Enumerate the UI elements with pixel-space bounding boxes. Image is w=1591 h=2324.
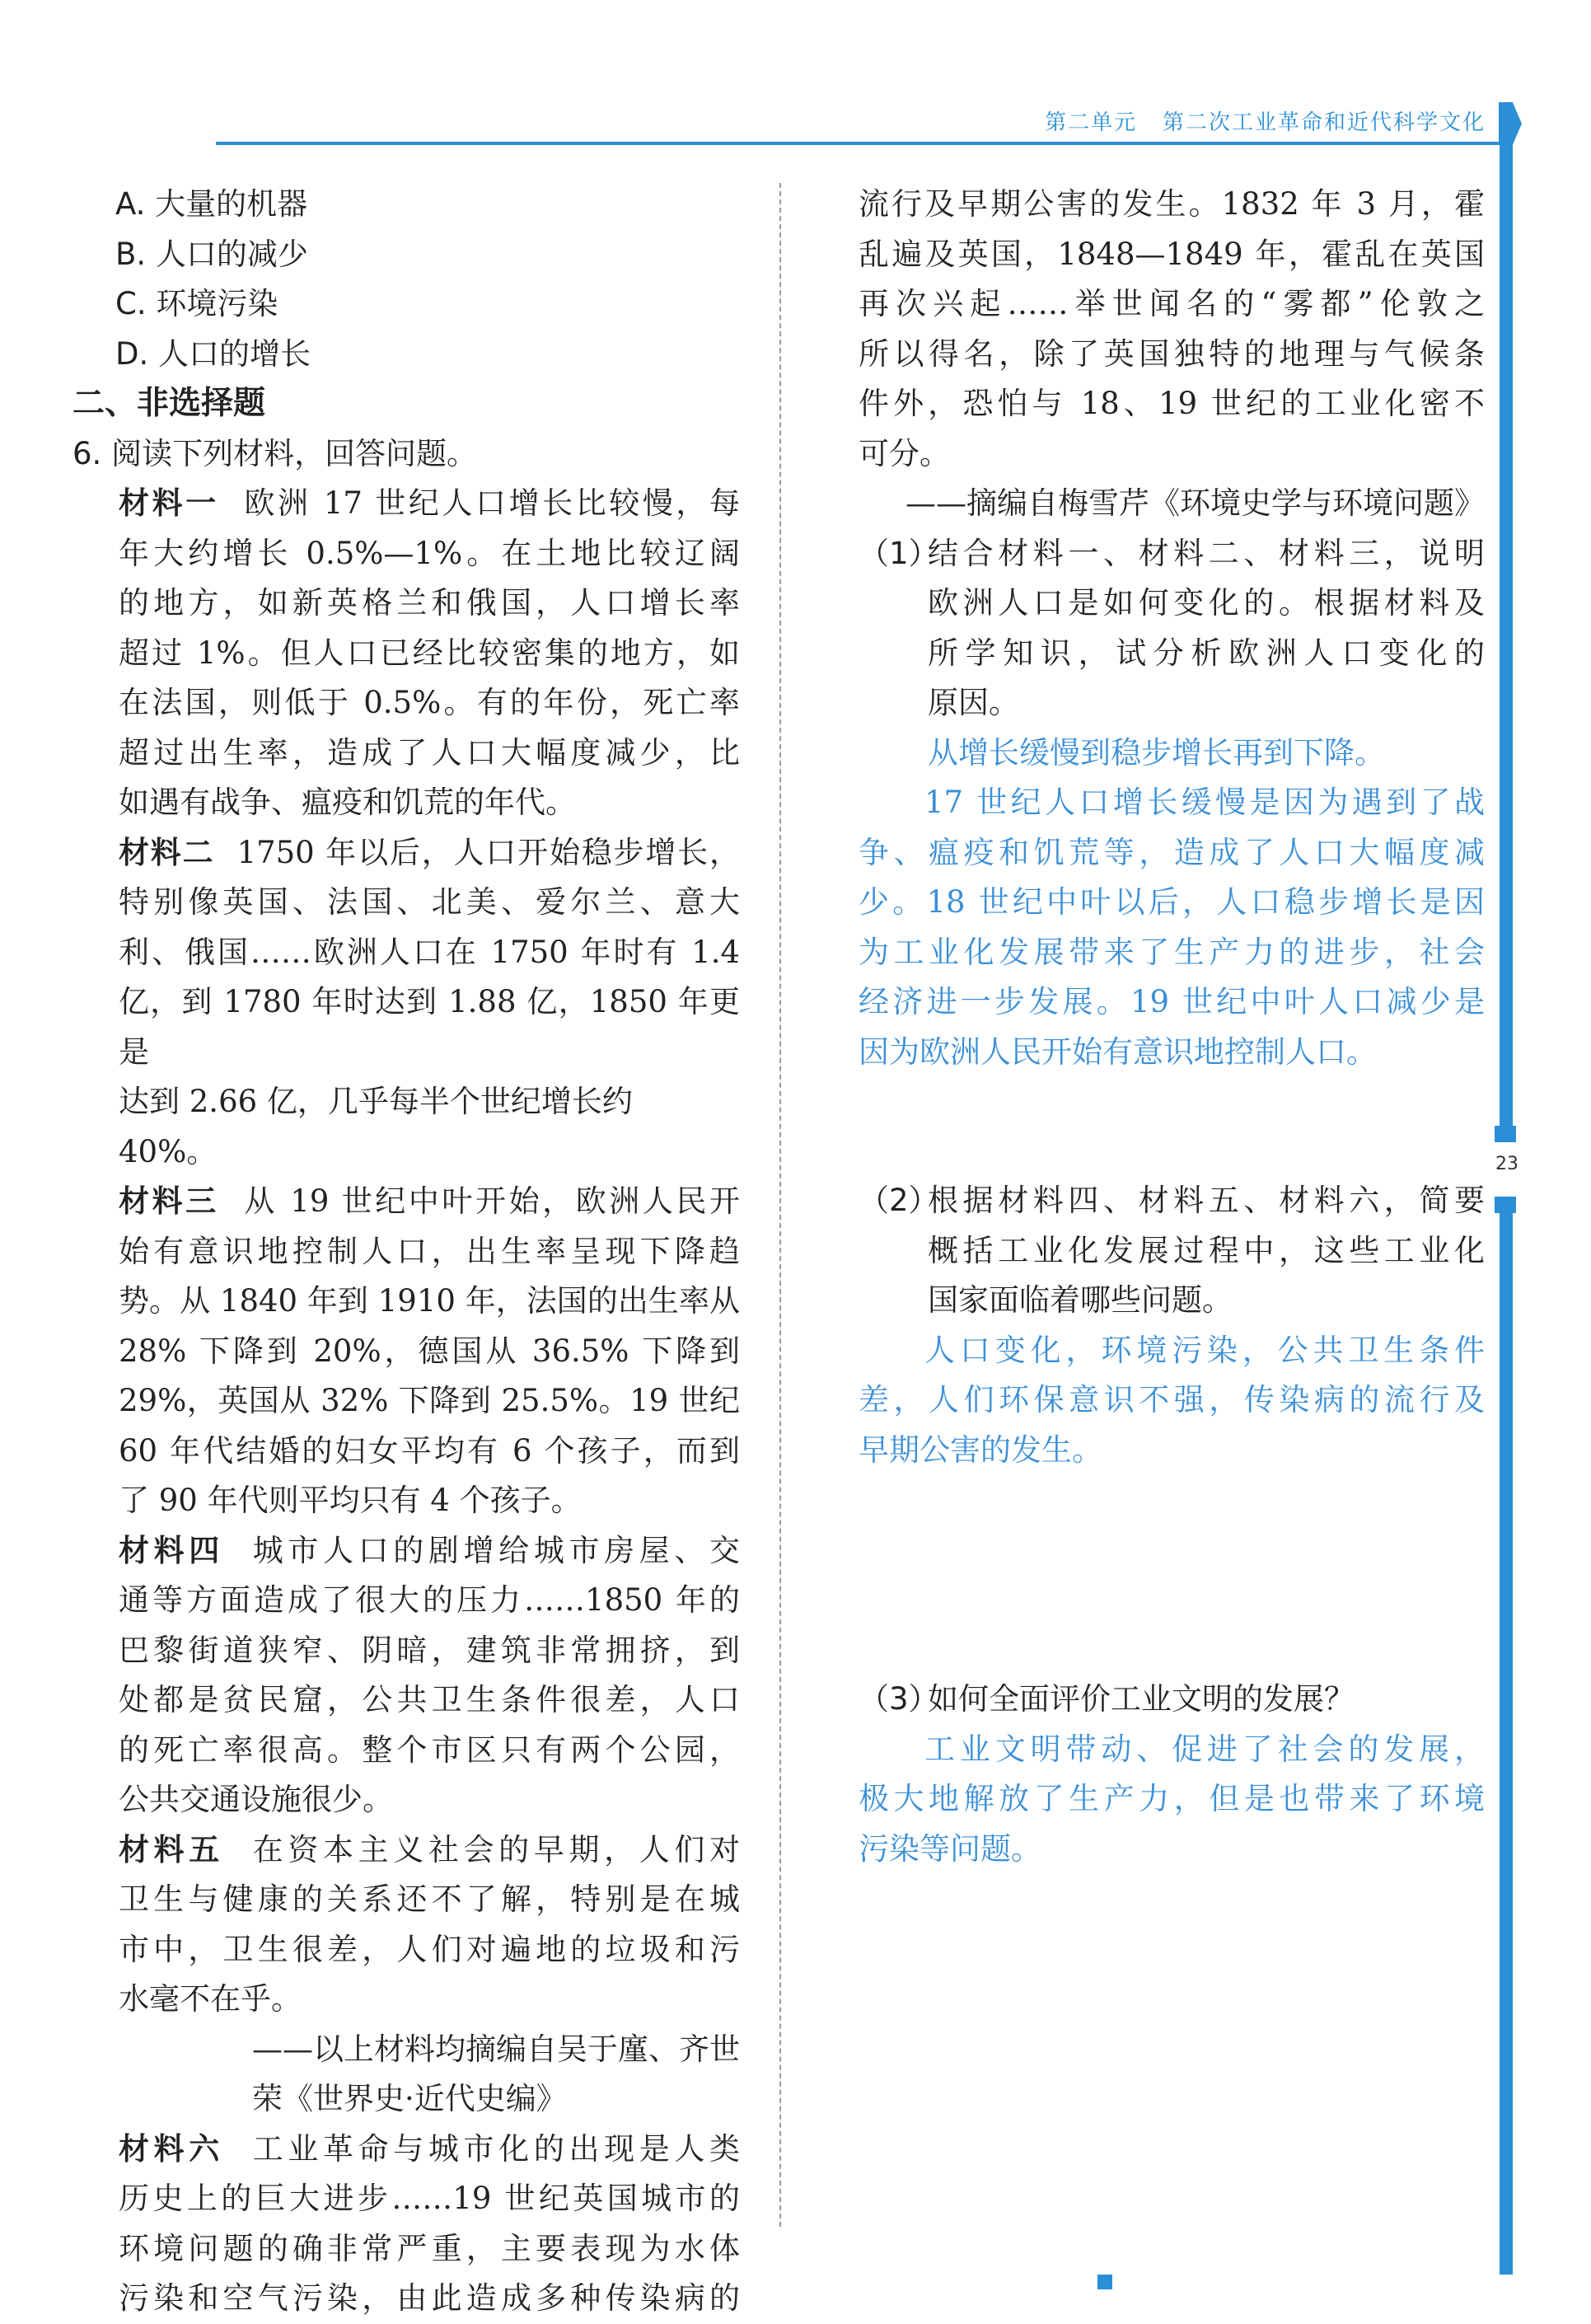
material-1-line: 如遇有战争、瘟疫和饥荒的年代。: [119, 785, 576, 820]
sub-question-3-number: （3）: [859, 1681, 939, 1717]
material-6-line: 工业革命与城市化的出现是人类: [252, 2130, 741, 2167]
material-3-line: 始有意识地控制人口，出生率呈现下降趋: [119, 1233, 740, 1269]
material-1-line: 超过出生率，造成了人口大幅度减少，比: [119, 734, 740, 771]
sub-question-1-line: 所学知识，试分析欧洲人口变化的: [928, 635, 1485, 671]
option-c: C. 环境污染: [115, 286, 278, 321]
material-5: [73, 1825, 740, 2025]
sub-question-2-line: 根据材料四、材料五、材料六，简要: [928, 1183, 1485, 1218]
material-3-line: 28% 下降到 20%，德国从 36.5% 下降到: [119, 1333, 740, 1369]
material-5-label: 材料五: [119, 1831, 224, 1867]
material-6-line: 环境问题的确非常严重，主要表现为水体: [119, 2230, 740, 2266]
material-2-line: 亿，到 1780 年时达到 1.88 亿，1850 年更是: [119, 984, 740, 1070]
source-line: 荣《世界史·近代史编》: [252, 2081, 567, 2116]
answer-2-line: 早期公害的发生。: [859, 1431, 1102, 1468]
option-a: A. 大量的机器: [115, 186, 308, 222]
answer-space-1: [859, 1077, 1485, 1176]
right-column: [859, 180, 1485, 1874]
material-1-line: 欧洲 17 世纪人口增长比较慢，每: [244, 485, 740, 521]
answer-3-line: 污染等问题。: [859, 1830, 1041, 1867]
header-tab-marker: [1499, 102, 1522, 145]
material-1: [73, 479, 740, 828]
material-6-line: 历史上的巨大进步……19 世纪英国城市的: [119, 2181, 740, 2216]
section-heading: 二、非选择题: [73, 385, 266, 422]
running-header: [1045, 105, 1486, 136]
material-4-line: 通等方面造成了很大的压力……1850 年的: [119, 1582, 740, 1618]
material-6-line: 再次兴起……举世闻名的“雾都”伦敦之: [859, 286, 1485, 321]
side-notch-top: [1495, 1126, 1516, 1142]
material-3-label: 材料三: [119, 1183, 219, 1219]
sub-question-1-line: 结合材料一、材料二、材料三，说明: [928, 535, 1485, 571]
material-1-line: 年大约增长 0.5%—1%。在土地比较辽阔: [119, 535, 740, 571]
header-unit: 第二单元: [1045, 110, 1138, 135]
option-b: B. 人口的减少: [115, 236, 308, 272]
material-4-line: 城市人口的剧增给城市房屋、交: [252, 1532, 741, 1568]
page-number: 23: [1495, 1154, 1518, 1174]
side-notch-bottom: [1495, 1197, 1516, 1213]
material-2-line: 1750 年以后，人口开始稳步增长，: [236, 834, 740, 870]
answer-3-line: 工业文明带动、促进了社会的发展，: [924, 1731, 1485, 1767]
source-line: ——以上材料均摘编自吴于廑、齐世: [252, 2031, 740, 2067]
material-5-line: 市中，卫生很差，人们对遍地的垃圾和污: [119, 1931, 740, 1967]
material-6-line: 污染和空气污染，由此造成多种传染病的: [119, 2280, 740, 2316]
material-1-line: 在法国，则低于 0.5%。有的年份，死亡率: [119, 685, 740, 720]
material-4-line: 公共交通设施很少。: [119, 1782, 393, 1817]
material-3: [73, 1177, 740, 1526]
sub-question-2-line: 概括工业化发展过程中，这些工业化: [928, 1232, 1485, 1268]
material-6: [73, 2125, 740, 2324]
answer-1-line: 为工业化发展带来了生产力的进步，社会: [859, 934, 1485, 970]
material-4-line: 的死亡率很高。整个市区只有两个公园，: [119, 1731, 740, 1768]
material-6-line: 可分。: [859, 435, 950, 471]
answer-2-line: 差，人们环保意识不强，传染病的流行及: [859, 1382, 1485, 1417]
material-4-line: 处都是贫民窟，公共卫生条件很差，人口: [119, 1682, 740, 1717]
material-3-line: 60 年代结婚的妇女平均有 6 个孩子，而到: [119, 1432, 740, 1469]
material-3-line: 29%，英国从 32% 下降到 25.5%。19 世纪: [119, 1383, 740, 1418]
material-3-line: 了 90 年代则平均只有 4 个孩子。: [119, 1483, 582, 1518]
sub-question-1-line: 原因。: [928, 685, 1019, 720]
source-line-2: ——摘编自梅雪芹《环境史学与环境问题》: [905, 485, 1485, 521]
column-divider: [779, 183, 781, 2227]
sub-question-1-number: （1）: [859, 535, 939, 571]
sub-question-2: [859, 1176, 1485, 1326]
material-2: [73, 828, 740, 1178]
material-3-line: 从 19 世纪中叶开始，欧洲人民开: [244, 1183, 740, 1219]
answer-1-line: 争、瘟疫和饥荒等，造成了人口大幅度减: [859, 834, 1485, 870]
answer-1-line: 因为欧洲人民开始有意识地控制人口。: [859, 1033, 1377, 1070]
header-rule: [216, 142, 1501, 145]
option-d: D. 人口的增长: [115, 335, 311, 372]
material-2-label: 材料二: [119, 834, 215, 870]
material-2-line: 达到 2.66 亿，几乎每半个世纪增长约 40%。: [119, 1084, 633, 1169]
answer-2: [859, 1326, 1485, 1476]
answer-1-line: 17 世纪人口增长缓慢是因为遇到了战: [924, 785, 1485, 820]
sub-question-2-line: 国家面临着哪些问题。: [928, 1282, 1233, 1318]
material-5-line: 卫生与健康的关系还不了解，特别是在城: [119, 1881, 740, 1917]
material-3-line: 势。从 1840 年到 1910 年，法国的出生率从: [119, 1283, 740, 1319]
material-1-line: 的地方，如新英格兰和俄国，人口增长率: [119, 585, 740, 621]
material-source-1: [73, 2025, 740, 2125]
sub-question-2-number: （2）: [859, 1183, 939, 1218]
sub-question-3-text: 如何全面评价工业文明的发展？: [928, 1681, 1355, 1717]
material-6-line: 所以得名，除了英国独特的地理与气候条: [859, 335, 1485, 372]
material-2-line: 特别像英国、法国、北美、爱尔兰、意大: [119, 884, 740, 920]
material-5-line: 在资本主义社会的早期，人们对: [252, 1831, 741, 1867]
material-6-line: 件外，恐怕与 18、19 世纪的工业化密不: [859, 386, 1485, 421]
sub-question-1: [859, 529, 1485, 729]
side-bar-top: [1500, 145, 1513, 1126]
left-column: [73, 180, 740, 2324]
material-4: [73, 1526, 740, 1825]
answer-2-line: 人口变化，环境污染，公共卫生条件: [924, 1332, 1485, 1368]
side-bar-bottom: [1500, 1211, 1513, 2275]
answer-1-line: 少。18 世纪中叶以后，人口稳步增长是因: [859, 884, 1485, 920]
material-6-line: 乱遍及英国，1848—1849 年，霍乱在英国: [859, 236, 1485, 272]
answer-space-2: [859, 1475, 1485, 1675]
material-6-label: 材料六: [119, 2130, 224, 2167]
material-1-line: 超过 1%。但人口已经比较密集的地方，如: [119, 635, 740, 671]
sub-question-3: [859, 1675, 1485, 1725]
material-6-line: 流行及早期公害的发生。1832 年 3 月，霍: [859, 186, 1485, 222]
material-1-label: 材料一: [119, 485, 219, 521]
sub-question-1-line: 欧洲人口是如何变化的。根据材料及: [928, 585, 1485, 621]
answer-1: [859, 729, 1485, 1078]
bottom-square-marker: [1097, 2275, 1112, 2289]
header-title: 第二次工业革命和近代科学文化: [1162, 110, 1486, 135]
material-2-line: 利、俄国……欧洲人口在 1750 年时有 1.4: [119, 934, 740, 970]
material-6-continued: [859, 180, 1485, 479]
material-4-label: 材料四: [119, 1532, 224, 1568]
answer-1-line: 从增长缓慢到稳步增长再到下降。: [928, 734, 1385, 771]
question-6: 6. 阅读下列材料，回答问题。: [73, 435, 478, 471]
material-5-line: 水毫不在乎。: [119, 1981, 302, 2017]
answer-3-line: 极大地解放了生产力，但是也带来了环境: [859, 1781, 1485, 1816]
answer-3: [859, 1725, 1485, 1875]
material-4-line: 巴黎街道狭窄、阴暗，建筑非常拥挤，到: [119, 1632, 740, 1668]
answer-1-line: 经济进一步发展。19 世纪中叶人口减少是: [859, 984, 1485, 1019]
